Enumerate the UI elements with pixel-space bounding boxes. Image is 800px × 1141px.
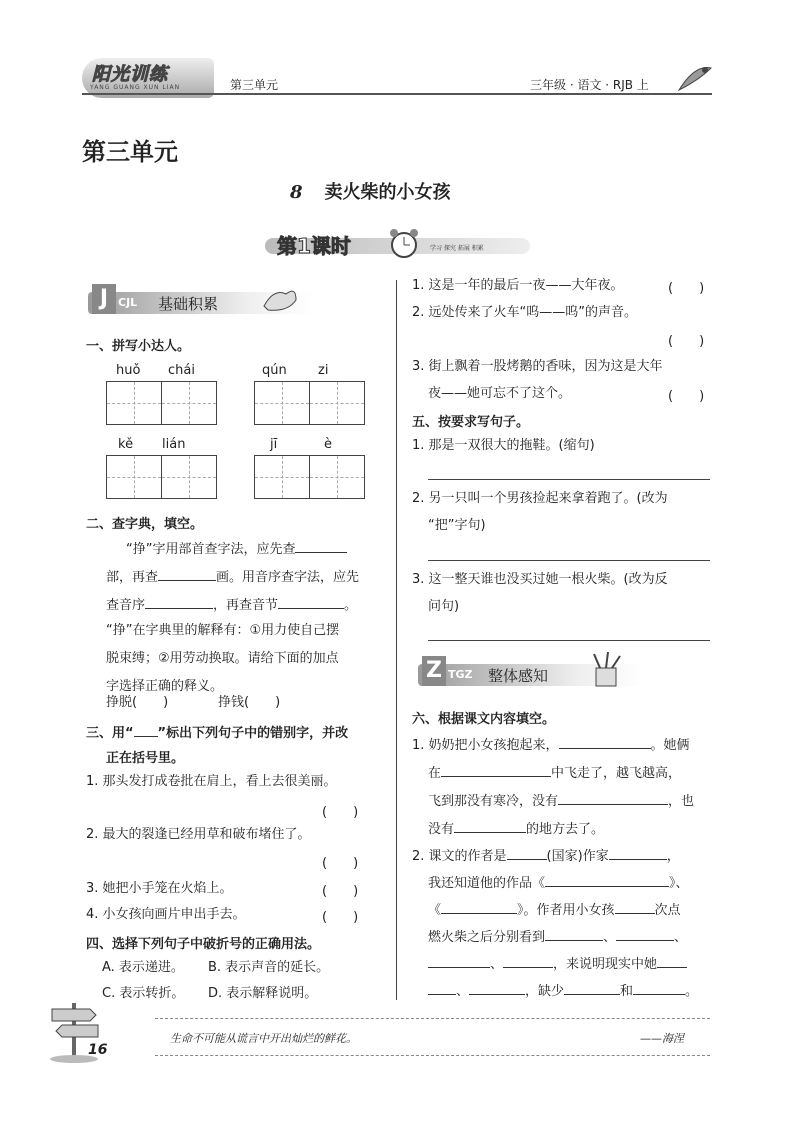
text: 在 (428, 766, 442, 781)
text: 中飞走了，越飞越高， (551, 766, 682, 781)
writing-box[interactable] (309, 455, 365, 499)
q4-title: 四、选择下列句子中破折号的正确用法。 (86, 937, 321, 952)
q5-item: 2. 另一只叫一个男孩捡起来拿着跑了。(改为 (412, 491, 668, 506)
dash-sentence: 夜——她可忘不了这个。 (428, 386, 572, 401)
text: 。 (685, 984, 699, 999)
fill-blank[interactable] (507, 845, 547, 860)
q3-title-2: 正在括号里。 (106, 751, 185, 766)
q2-item-a: 挣脱( ) (106, 695, 169, 710)
q6-line (428, 790, 694, 811)
pinyin: huǒ (116, 363, 141, 378)
fill-blank[interactable] (616, 926, 674, 941)
q2-item-b: 挣钱( ) (218, 695, 281, 710)
text: 次点 (654, 903, 681, 918)
pencil-cup-icon (586, 652, 626, 692)
q4-option-a: A. 表示递进。 (102, 960, 184, 975)
header-rule (82, 93, 712, 95)
q6-line (428, 762, 681, 783)
fill-blank[interactable] (428, 980, 456, 995)
text: 、 (456, 984, 470, 999)
section-name: 基础积累 (158, 295, 219, 313)
section-banner-basics (88, 284, 313, 318)
writing-box[interactable] (309, 381, 365, 425)
header-grade-info: 三年级 · 语文 · RJB 上 (530, 78, 649, 92)
page-number: 16 (88, 1042, 108, 1058)
q6-line (428, 818, 604, 839)
writing-box[interactable] (161, 381, 217, 425)
answer-paren[interactable]: ( ) (322, 805, 359, 820)
q6-line (412, 734, 690, 755)
pinyin: qún (262, 363, 287, 378)
text: ，也 (668, 794, 695, 809)
q2-line (126, 538, 347, 559)
q2-line: 字选择正确的释义。 (106, 679, 224, 694)
q4-option-d: D. 表示解释说明。 (208, 986, 318, 1001)
text: 燃火柴之后分别看到 (428, 930, 546, 945)
text: 、 (674, 930, 688, 945)
section-letter: Z (422, 656, 446, 686)
text: 没有 (428, 822, 455, 837)
fill-blank[interactable] (545, 926, 603, 941)
dash-sentence: 3. 街上飘着一股烤鹅的香味，因为这是大年 (412, 359, 663, 374)
text: 》。作者用小女孩 (517, 903, 615, 918)
q2-line: “挣”在字典里的解释有：①用力使自己摆 (106, 623, 340, 638)
answer-line[interactable] (428, 640, 710, 641)
unit-title: 第三单元 (82, 138, 178, 166)
q2-line (106, 566, 359, 587)
text: 》、 (669, 876, 689, 891)
text: 和 (620, 984, 634, 999)
fill-blank[interactable] (441, 762, 551, 777)
text: 的地方去了。 (526, 822, 605, 837)
writing-box[interactable] (161, 455, 217, 499)
q6-line (428, 980, 698, 1001)
fill-blank[interactable] (564, 980, 620, 995)
lesson-number: 8 (290, 182, 303, 203)
text: (国家)作家 (546, 849, 609, 864)
answer-paren[interactable]: ( ) (322, 856, 359, 871)
fill-blank[interactable] (295, 538, 347, 553)
text: ，来说明现实中她 (553, 957, 658, 972)
text: 画。用音序查字法，应先 (216, 570, 360, 585)
q6-title: 六、根据课文内容填空。 (412, 712, 556, 727)
lesson-title (290, 178, 451, 204)
brand-logo-subtitle: YANG GUANG XUN LIAN (90, 84, 181, 91)
text: “挣”字用部首查字法，应先查 (126, 542, 296, 557)
q5-item: 3. 这一整天谁也没买过她一根火柴。(改为反 (412, 572, 668, 587)
section-letter: J (92, 284, 116, 314)
text: 《 (428, 903, 442, 918)
footer-quote: 生命不可能从谎言中开出灿烂的鲜花。 (170, 1032, 357, 1045)
pinyin: chái (168, 363, 195, 378)
column-divider (396, 280, 397, 1000)
q4-option-c: C. 表示转折。 (102, 986, 185, 1001)
q3-item: 2. 最大的裂逢已经用草和破布堵住了。 (86, 827, 311, 842)
q3-item: 3. 她把小手笼在火焰上。 (86, 881, 233, 896)
writing-box[interactable] (254, 455, 310, 499)
q6-line (428, 926, 687, 947)
q5-item: “把”字句) (428, 518, 486, 533)
fill-blank[interactable] (609, 845, 667, 860)
text: 。 (344, 598, 358, 613)
fill-blank[interactable] (545, 872, 669, 887)
q2-line: 脱束缚；②用劳动换取。请给下面的加点 (106, 651, 339, 666)
fill-blank[interactable] (441, 899, 517, 914)
pinyin: lián (162, 437, 186, 452)
fill-blank[interactable] (559, 734, 651, 749)
pinyin: è (324, 437, 332, 452)
lesson-title-text: 卖火柴的小女孩 (324, 182, 451, 203)
q5-item: 1. 那是一双很大的拖鞋。(缩句) (412, 438, 595, 453)
fill-blank[interactable] (278, 594, 344, 609)
fill-blank[interactable] (657, 953, 687, 968)
section-code: CJL (118, 296, 138, 309)
underline-mark (134, 726, 158, 737)
lesson-banner-label: 第1课时 (277, 234, 351, 258)
text: 飞到那没有寒冷，没有 (428, 794, 559, 809)
header-unit: 第三单元 (230, 78, 279, 92)
pinyin: jī (270, 437, 278, 452)
fill-blank[interactable] (454, 818, 526, 833)
lesson-banner-tags: 学习 探究 拓展 积累 (430, 245, 484, 252)
answer-paren[interactable]: ( ) (668, 281, 705, 296)
text: 、 (603, 930, 617, 945)
text: 部，再查 (106, 570, 159, 585)
pinyin: zi (318, 363, 329, 378)
answer-line[interactable] (428, 479, 710, 480)
text: 。她俩 (650, 738, 690, 753)
fill-blank[interactable] (145, 594, 213, 609)
q2-title: 二、查字典，填空。 (86, 517, 204, 532)
fill-blank[interactable] (469, 980, 525, 995)
q3-item: 1. 那头发打成卷批在肩上，看上去很美丽。 (86, 774, 337, 789)
q6-line (412, 845, 680, 866)
writing-box[interactable] (106, 381, 162, 425)
fill-blank[interactable] (503, 953, 553, 968)
text: 我还知道他的作品《 (428, 876, 546, 891)
fill-blank[interactable] (158, 566, 216, 581)
q5-item: 问句) (428, 599, 460, 614)
text: 查音序 (106, 598, 146, 613)
text: ， (666, 849, 680, 864)
writing-box[interactable] (106, 455, 162, 499)
text: ，再查音节 (213, 598, 279, 613)
writing-box[interactable] (254, 381, 310, 425)
q2-line (106, 594, 357, 615)
text: 1. 奶奶把小女孩抱起来， (412, 738, 559, 753)
text: ，缺少 (525, 984, 565, 999)
q6-line (428, 872, 689, 893)
alarm-clock-icon (387, 228, 421, 264)
answer-line[interactable] (428, 560, 710, 561)
fill-blank[interactable] (558, 790, 668, 805)
dash-sentence: 1. 这是一年的最后一夜——大年夜。 (412, 278, 624, 293)
section-code: TGZ (448, 668, 473, 681)
dash-sentence: 2. 远处传来了火车“呜——呜”的声音。 (412, 305, 638, 320)
q1-title: 一、拼写小达人。 (86, 339, 191, 354)
answer-paren[interactable]: ( ) (322, 884, 359, 899)
answer-paren[interactable]: ( ) (668, 389, 705, 404)
q4-option-b: B. 表示声音的延长。 (208, 960, 330, 975)
text: ”标出下列句子中的错别字，并改 (157, 726, 349, 741)
q3-item: 4. 小女孩向画片申出手去。 (86, 907, 246, 922)
q6-line (428, 953, 687, 974)
brand-logo: 阳光训练 (92, 64, 168, 85)
text: 三、用“ (86, 726, 134, 741)
text: 、 (490, 957, 504, 972)
lesson-banner (265, 228, 530, 260)
fill-blank[interactable] (428, 953, 490, 968)
footer-quote-author: ——海涅 (640, 1032, 684, 1045)
fill-blank[interactable] (615, 899, 655, 914)
q6-line (428, 899, 681, 920)
answer-paren[interactable]: ( ) (668, 334, 705, 349)
hand-pointer-icon (260, 282, 300, 320)
q3-title (86, 722, 348, 741)
q5-title: 五、按要求写句子。 (412, 415, 530, 430)
section-name: 整体感知 (488, 667, 549, 685)
answer-paren[interactable]: ( ) (322, 910, 359, 925)
pinyin: kě (118, 437, 134, 452)
section-banner-overview (418, 656, 643, 690)
text: 2. 课文的作者是 (412, 849, 507, 864)
fill-blank[interactable] (633, 980, 685, 995)
